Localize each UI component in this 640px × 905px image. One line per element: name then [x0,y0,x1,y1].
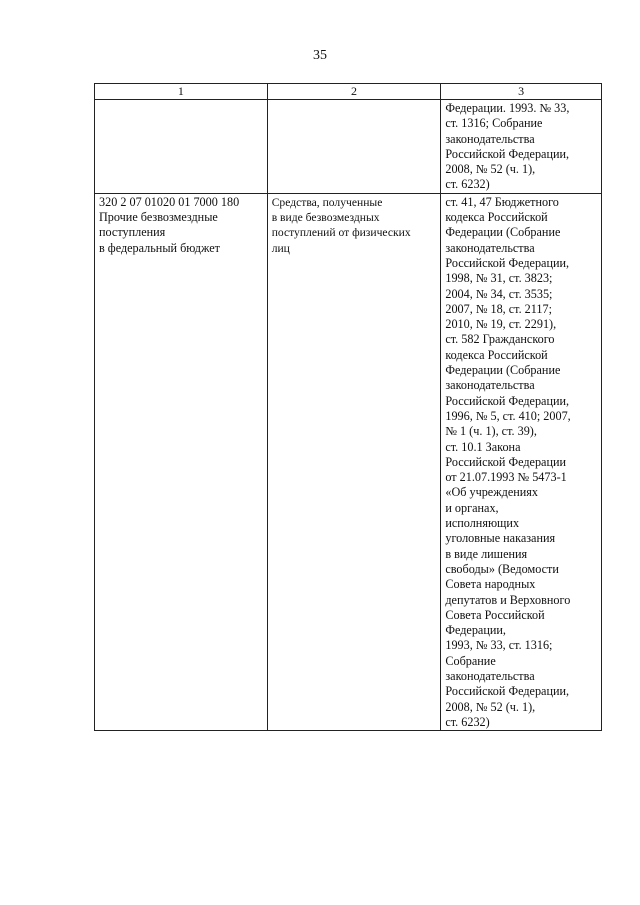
cell-line: лиц [271,241,290,255]
cell-line: ст. 6232) [445,177,490,192]
cell-line: Федерации (Собрание [445,363,561,378]
cell-code-name [95,193,268,730]
cell-line: 2010, № 19, ст. 2291), [445,317,557,332]
column-header-2: 2 [267,84,441,100]
cell-line: в виде лишения [445,546,528,561]
cell-line: Российской Федерации, [445,146,570,161]
cell-code-name [95,100,268,194]
cell-line: поступления [99,225,166,240]
cell-line: 1998, № 31, ст. 3823; [445,271,553,286]
column-header-1: 1 [95,84,268,100]
cell-line: Совета Российской [445,607,545,622]
cell-line: № 1 (ч. 1), ст. 39), [445,424,537,439]
cell-line: депутатов и Верховного [445,592,571,607]
cell-line: 320 2 07 01020 01 7000 180 [99,194,240,209]
cell-legal-basis [441,193,602,730]
cell-line: поступлений от физических [271,226,411,240]
cell-line: 2004, № 34, ст. 3535; [445,286,553,301]
cell-line: ст. 41, 47 Бюджетного [445,194,559,209]
cell-line: 2007, № 18, ст. 2117; [445,301,552,316]
cell-line: кодекса Российской [445,210,548,225]
cell-line: ст. 10.1 Закона [445,439,521,454]
cell-line: 2008, № 52 (ч. 1), [445,699,536,714]
cell-line: и органах, [445,500,499,515]
cell-line: свободы» (Ведомости [445,561,559,576]
cell-line: «Об учреждениях [445,485,538,500]
cell-line: Федерации. 1993. № 33, [445,101,570,115]
cell-line: 2008, № 52 (ч. 1), [445,162,536,177]
cell-line: уголовные наказания [445,531,556,546]
page-number: 35 [313,48,327,63]
cell-line: ст. 6232) [445,714,490,729]
cell-line: Российской Федерации [445,454,567,469]
cell-line: 1996, № 5, ст. 410; 2007, [445,408,571,423]
table-header-row [95,84,602,100]
table-row [95,100,602,194]
cell-description [267,193,441,730]
cell-line: Федерации (Собрание [445,225,561,240]
column-header-3: 3 [441,84,602,100]
cell-line: исполняющих [445,516,520,531]
cell-line: Российской Федерации, [445,255,570,270]
cell-legal-basis [441,100,602,194]
cell-line: законодательства [445,240,535,255]
cell-line: законодательства [445,378,535,393]
cell-line: 1993, № 33, ст. 1316; [445,638,553,653]
cell-line: законодательства [445,668,535,683]
cell-line: законодательства [445,131,535,146]
cell-line: Федерации, [445,623,506,638]
cell-line: в виде безвозмездных [271,211,380,225]
cell-line: Средства, полученные [271,195,383,209]
cell-line: Собрание [445,653,496,668]
cell-line: Российской Федерации, [445,393,570,408]
cell-line: Прочие безвозмездные [99,210,218,225]
cell-line: ст. 1316; Собрание [445,116,543,131]
cell-line: Совета народных [445,577,536,592]
cell-description [267,100,441,194]
cell-line: кодекса Российской [445,347,548,362]
table-row [95,193,602,730]
cell-line: ст. 582 Гражданского [445,332,555,347]
cell-line: Российской Федерации, [445,684,570,699]
cell-line: от 21.07.1993 № 5473-1 [445,470,567,485]
cell-line: в федеральный бюджет [99,240,220,255]
document-table [94,83,602,731]
